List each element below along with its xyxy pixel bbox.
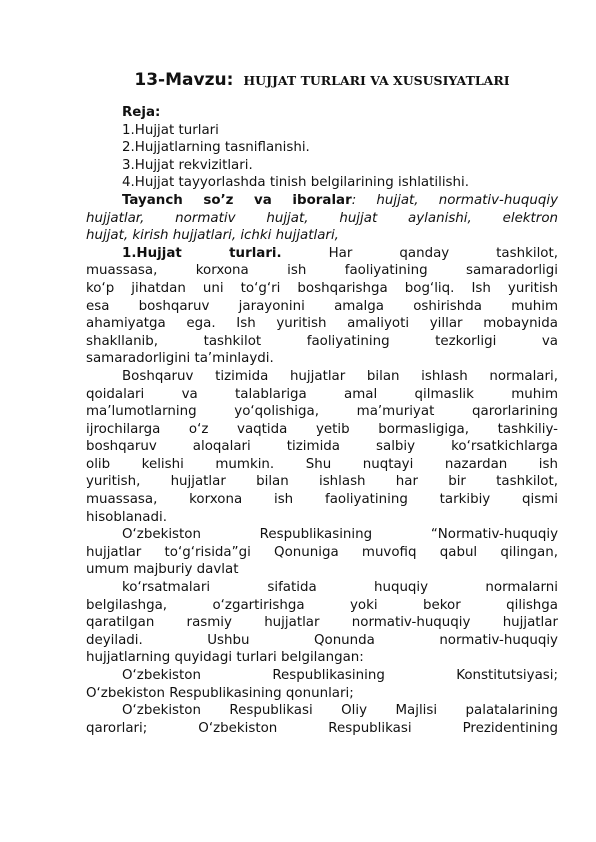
paragraph-line: Boshqaruv tizimida hujjatlar bilan ishlash normalari, [122, 368, 558, 384]
paragraph-line: belgilashga, o‘zgartirishga yoki bekor qilishga [86, 597, 558, 613]
plan-item: 4.Hujjat tayyorlashda tinish belgilarining ishlatilishi. [122, 175, 469, 191]
keywords-line [86, 192, 558, 210]
paragraph-line: yuritish, hujjatlar bilan ishlash har bir tashkilot, [86, 474, 558, 490]
page-title [86, 70, 558, 90]
section-line: shakllanib, tashkilot faoliyatining tezkorligi va [86, 333, 558, 349]
paragraph-line: hujjatlar to‘g‘risida”gi Qonuniga muvofiq qabul qilingan, [86, 544, 558, 560]
paragraph-line: O‘zbekiston Respublikasining “Normativ-huquqiy [122, 527, 558, 543]
keywords-text: : hujjat, normativ-huquqiy [351, 192, 558, 208]
paragraph-line: muassasa, korxona ish faoliyatining tarkibiy qismi [86, 492, 558, 508]
section-line [86, 245, 558, 263]
paragraph-line: hisoblanadi. [86, 509, 167, 525]
paragraph-line: olib kelishi mumkin. Shu nuqtayi nazardan ish [86, 456, 558, 472]
keywords-line: hujjat, kirish hujjatlari, ichki hujjatlari, [86, 228, 339, 244]
paragraph-line: ijrochilarga o‘z vaqtida yetib bormasligiga, tashkiliy- [86, 421, 558, 437]
plan-item: 3.Hujjat rekvizitlari. [122, 157, 253, 173]
paragraph-line: qaratilgan rasmiy hujjatlar normativ-huquqiy hujjatlar [86, 615, 558, 631]
topic-title: HUJJAT TURLARI VA XUSUSIYATLARI [243, 73, 510, 88]
paragraph-line: boshqaruv aloqalari tizimida salbiy ko‘rsatkichlarga [86, 439, 558, 455]
section-line: esa boshqaruv jarayonini amalga oshirishda muhim [86, 298, 558, 314]
section-line: muassasa, korxona ish faoliyatining samaradorligi [86, 263, 558, 279]
section-label: 1.Hujjat turlari. [122, 245, 282, 261]
paragraph-line: umum majburiy davlat [86, 562, 239, 578]
paragraph-line: qarorlari; O‘zbekiston Respublikasi Prezidentining [86, 720, 558, 736]
paragraph-line: qoidalari va talablariga amal qilmaslik muhim [86, 386, 558, 402]
paragraph-line: hujjatlarning quyidagi turlari belgilangan: [86, 650, 364, 666]
plan-item: 2.Hujjatlarning tasniflanishi. [122, 140, 310, 156]
keywords-label: Tayanch so’z va iboralar [122, 192, 352, 208]
paragraph-line: O‘zbekiston Respublikasi Oliy Majlisi palatalarining [122, 703, 558, 719]
keywords-line: hujjatlar, normativ hujjat, hujjat aylanishi, elektron [86, 210, 558, 226]
paragraph-line: ma’lumotlarning yo‘qolishiga, ma’muriyat qarorlarining [86, 404, 558, 420]
paragraph-line: O‘zbekiston Respublikasining qonunlari; [86, 685, 354, 701]
paragraph-line: O‘zbekiston Respublikasining Konstitutsiyasi; [122, 668, 558, 683]
section-line: ko‘p jihatdan uni to‘g‘ri boshqarishga bog‘liq. Ish yuritish [86, 280, 558, 296]
plan-label: Reja: [122, 105, 161, 120]
section-line: ahamiyatga ega. Ish yuritish amaliyoti yillar mobaynida [86, 316, 558, 332]
topic-number: 13-Mavzu: [134, 70, 234, 90]
plan-item: 1.Hujjat turlari [122, 122, 219, 138]
paragraph-line: ko‘rsatmalari sifatida huquqiy normalarni [122, 580, 558, 596]
paragraph-line: deyiladi. Ushbu Qonunda normativ-huquqiy [86, 632, 558, 648]
section-text: Har qanday tashkilot, [328, 245, 559, 261]
section-line: samaradorligini ta’minlaydi. [86, 351, 274, 367]
